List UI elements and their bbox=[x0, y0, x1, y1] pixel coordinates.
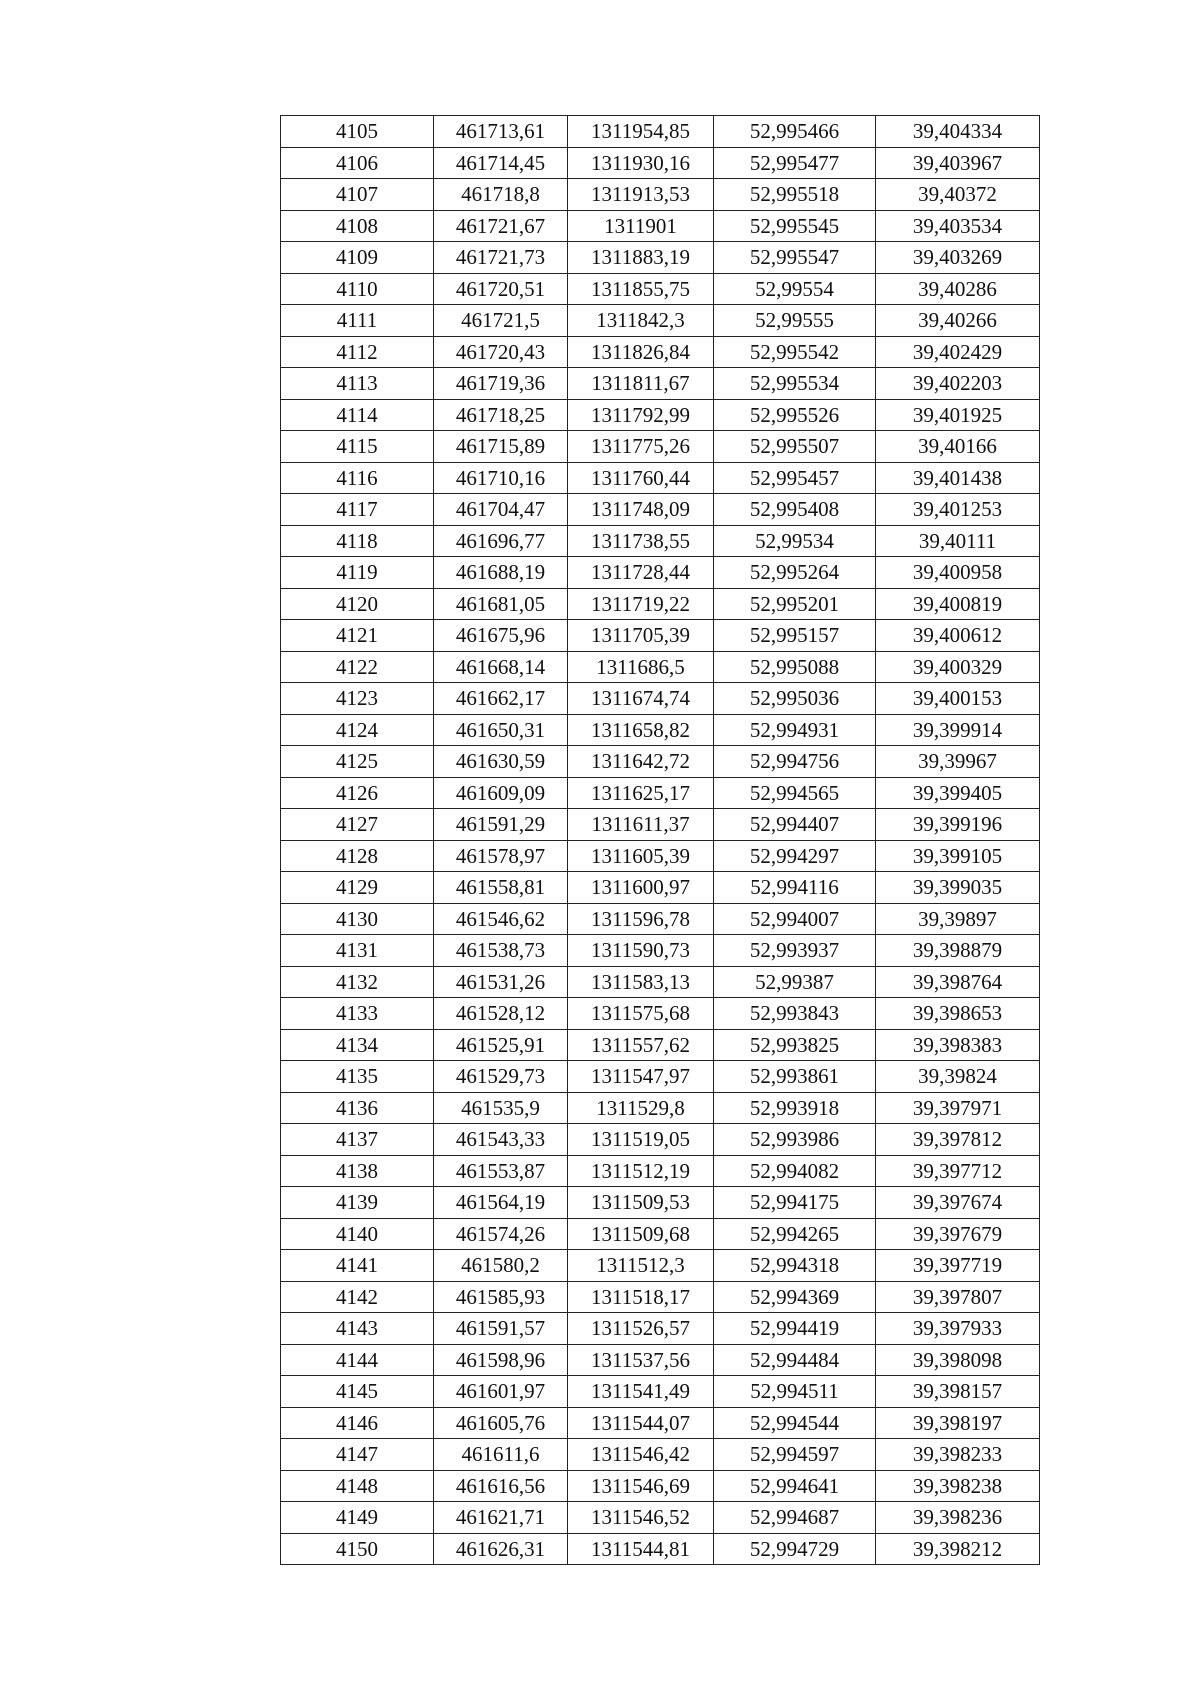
y-coordinate-cell: 1311855,75 bbox=[568, 273, 714, 305]
table-row bbox=[281, 431, 1040, 463]
x-coordinate-cell: 461720,51 bbox=[434, 273, 568, 305]
point-number-cell: 4119 bbox=[281, 557, 434, 589]
y-coordinate-cell: 1311775,26 bbox=[568, 431, 714, 463]
x-coordinate-cell: 461529,73 bbox=[434, 1061, 568, 1093]
x-coordinate-cell: 461564,19 bbox=[434, 1187, 568, 1219]
table-row bbox=[281, 273, 1040, 305]
longitude-cell: 39,401253 bbox=[876, 494, 1040, 526]
latitude-cell: 52,995545 bbox=[714, 210, 876, 242]
y-coordinate-cell: 1311760,44 bbox=[568, 462, 714, 494]
point-number-cell: 4131 bbox=[281, 935, 434, 967]
longitude-cell: 39,398653 bbox=[876, 998, 1040, 1030]
longitude-cell: 39,398764 bbox=[876, 966, 1040, 998]
latitude-cell: 52,994407 bbox=[714, 809, 876, 841]
table-row bbox=[281, 399, 1040, 431]
y-coordinate-cell: 1311541,49 bbox=[568, 1376, 714, 1408]
y-coordinate-cell: 1311625,17 bbox=[568, 777, 714, 809]
table-row bbox=[281, 1218, 1040, 1250]
y-coordinate-cell: 1311738,55 bbox=[568, 525, 714, 557]
table-row bbox=[281, 1470, 1040, 1502]
x-coordinate-cell: 461626,31 bbox=[434, 1533, 568, 1565]
longitude-cell: 39,40372 bbox=[876, 179, 1040, 211]
latitude-cell: 52,995036 bbox=[714, 683, 876, 715]
x-coordinate-cell: 461675,96 bbox=[434, 620, 568, 652]
point-number-cell: 4142 bbox=[281, 1281, 434, 1313]
point-number-cell: 4146 bbox=[281, 1407, 434, 1439]
point-number-cell: 4125 bbox=[281, 746, 434, 778]
longitude-cell: 39,39824 bbox=[876, 1061, 1040, 1093]
point-number-cell: 4130 bbox=[281, 903, 434, 935]
point-number-cell: 4126 bbox=[281, 777, 434, 809]
latitude-cell: 52,994565 bbox=[714, 777, 876, 809]
y-coordinate-cell: 1311883,19 bbox=[568, 242, 714, 274]
table-row bbox=[281, 1407, 1040, 1439]
x-coordinate-cell: 461546,62 bbox=[434, 903, 568, 935]
y-coordinate-cell: 1311575,68 bbox=[568, 998, 714, 1030]
table-row bbox=[281, 210, 1040, 242]
point-number-cell: 4113 bbox=[281, 368, 434, 400]
table-row bbox=[281, 1061, 1040, 1093]
longitude-cell: 39,397971 bbox=[876, 1092, 1040, 1124]
latitude-cell: 52,994318 bbox=[714, 1250, 876, 1282]
longitude-cell: 39,402429 bbox=[876, 336, 1040, 368]
point-number-cell: 4118 bbox=[281, 525, 434, 557]
y-coordinate-cell: 1311930,16 bbox=[568, 147, 714, 179]
table-row bbox=[281, 872, 1040, 904]
x-coordinate-cell: 461525,91 bbox=[434, 1029, 568, 1061]
longitude-cell: 39,403967 bbox=[876, 147, 1040, 179]
y-coordinate-cell: 1311611,37 bbox=[568, 809, 714, 841]
table-row bbox=[281, 1376, 1040, 1408]
x-coordinate-cell: 461721,73 bbox=[434, 242, 568, 274]
table-row bbox=[281, 998, 1040, 1030]
x-coordinate-cell: 461710,16 bbox=[434, 462, 568, 494]
y-coordinate-cell: 1311529,8 bbox=[568, 1092, 714, 1124]
longitude-cell: 39,399405 bbox=[876, 777, 1040, 809]
y-coordinate-cell: 1311596,78 bbox=[568, 903, 714, 935]
table-row bbox=[281, 1124, 1040, 1156]
table-row bbox=[281, 588, 1040, 620]
table-row bbox=[281, 1092, 1040, 1124]
y-coordinate-cell: 1311600,97 bbox=[568, 872, 714, 904]
x-coordinate-cell: 461713,61 bbox=[434, 116, 568, 148]
longitude-cell: 39,400329 bbox=[876, 651, 1040, 683]
x-coordinate-cell: 461650,31 bbox=[434, 714, 568, 746]
x-coordinate-cell: 461719,36 bbox=[434, 368, 568, 400]
point-number-cell: 4112 bbox=[281, 336, 434, 368]
longitude-cell: 39,399035 bbox=[876, 872, 1040, 904]
y-coordinate-cell: 1311519,05 bbox=[568, 1124, 714, 1156]
y-coordinate-cell: 1311686,5 bbox=[568, 651, 714, 683]
x-coordinate-cell: 461591,57 bbox=[434, 1313, 568, 1345]
x-coordinate-cell: 461574,26 bbox=[434, 1218, 568, 1250]
longitude-cell: 39,397812 bbox=[876, 1124, 1040, 1156]
x-coordinate-cell: 461578,97 bbox=[434, 840, 568, 872]
y-coordinate-cell: 1311547,97 bbox=[568, 1061, 714, 1093]
x-coordinate-cell: 461543,33 bbox=[434, 1124, 568, 1156]
latitude-cell: 52,99555 bbox=[714, 305, 876, 337]
longitude-cell: 39,40111 bbox=[876, 525, 1040, 557]
latitude-cell: 52,994756 bbox=[714, 746, 876, 778]
table-row bbox=[281, 462, 1040, 494]
latitude-cell: 52,993986 bbox=[714, 1124, 876, 1156]
x-coordinate-cell: 461718,8 bbox=[434, 179, 568, 211]
longitude-cell: 39,400819 bbox=[876, 588, 1040, 620]
latitude-cell: 52,99387 bbox=[714, 966, 876, 998]
latitude-cell: 52,994511 bbox=[714, 1376, 876, 1408]
x-coordinate-cell: 461721,5 bbox=[434, 305, 568, 337]
point-number-cell: 4111 bbox=[281, 305, 434, 337]
point-number-cell: 4115 bbox=[281, 431, 434, 463]
point-number-cell: 4141 bbox=[281, 1250, 434, 1282]
y-coordinate-cell: 1311842,3 bbox=[568, 305, 714, 337]
x-coordinate-cell: 461535,9 bbox=[434, 1092, 568, 1124]
x-coordinate-cell: 461721,67 bbox=[434, 210, 568, 242]
point-number-cell: 4129 bbox=[281, 872, 434, 904]
y-coordinate-cell: 1311605,39 bbox=[568, 840, 714, 872]
longitude-cell: 39,397674 bbox=[876, 1187, 1040, 1219]
latitude-cell: 52,994597 bbox=[714, 1439, 876, 1471]
longitude-cell: 39,40166 bbox=[876, 431, 1040, 463]
coordinates-table bbox=[280, 115, 1040, 1565]
latitude-cell: 52,995264 bbox=[714, 557, 876, 589]
y-coordinate-cell: 1311792,99 bbox=[568, 399, 714, 431]
y-coordinate-cell: 1311512,3 bbox=[568, 1250, 714, 1282]
table-row bbox=[281, 935, 1040, 967]
y-coordinate-cell: 1311583,13 bbox=[568, 966, 714, 998]
x-coordinate-cell: 461598,96 bbox=[434, 1344, 568, 1376]
table-row bbox=[281, 1250, 1040, 1282]
table-row bbox=[281, 1155, 1040, 1187]
latitude-cell: 52,99534 bbox=[714, 525, 876, 557]
latitude-cell: 52,995157 bbox=[714, 620, 876, 652]
table-row bbox=[281, 1029, 1040, 1061]
y-coordinate-cell: 1311674,74 bbox=[568, 683, 714, 715]
longitude-cell: 39,401438 bbox=[876, 462, 1040, 494]
point-number-cell: 4133 bbox=[281, 998, 434, 1030]
latitude-cell: 52,995547 bbox=[714, 242, 876, 274]
x-coordinate-cell: 461553,87 bbox=[434, 1155, 568, 1187]
point-number-cell: 4136 bbox=[281, 1092, 434, 1124]
latitude-cell: 52,995542 bbox=[714, 336, 876, 368]
point-number-cell: 4139 bbox=[281, 1187, 434, 1219]
longitude-cell: 39,400612 bbox=[876, 620, 1040, 652]
x-coordinate-cell: 461616,56 bbox=[434, 1470, 568, 1502]
y-coordinate-cell: 1311901 bbox=[568, 210, 714, 242]
y-coordinate-cell: 1311526,57 bbox=[568, 1313, 714, 1345]
table-row bbox=[281, 557, 1040, 589]
table-row bbox=[281, 1533, 1040, 1565]
x-coordinate-cell: 461718,25 bbox=[434, 399, 568, 431]
point-number-cell: 4128 bbox=[281, 840, 434, 872]
longitude-cell: 39,398238 bbox=[876, 1470, 1040, 1502]
point-number-cell: 4107 bbox=[281, 179, 434, 211]
y-coordinate-cell: 1311658,82 bbox=[568, 714, 714, 746]
table-row bbox=[281, 777, 1040, 809]
x-coordinate-cell: 461601,97 bbox=[434, 1376, 568, 1408]
point-number-cell: 4120 bbox=[281, 588, 434, 620]
y-coordinate-cell: 1311546,69 bbox=[568, 1470, 714, 1502]
table-row bbox=[281, 116, 1040, 148]
point-number-cell: 4147 bbox=[281, 1439, 434, 1471]
x-coordinate-cell: 461538,73 bbox=[434, 935, 568, 967]
latitude-cell: 52,994484 bbox=[714, 1344, 876, 1376]
y-coordinate-cell: 1311748,09 bbox=[568, 494, 714, 526]
longitude-cell: 39,398212 bbox=[876, 1533, 1040, 1565]
x-coordinate-cell: 461558,81 bbox=[434, 872, 568, 904]
latitude-cell: 52,993918 bbox=[714, 1092, 876, 1124]
x-coordinate-cell: 461611,6 bbox=[434, 1439, 568, 1471]
point-number-cell: 4148 bbox=[281, 1470, 434, 1502]
table-row bbox=[281, 368, 1040, 400]
x-coordinate-cell: 461720,43 bbox=[434, 336, 568, 368]
y-coordinate-cell: 1311512,19 bbox=[568, 1155, 714, 1187]
longitude-cell: 39,403269 bbox=[876, 242, 1040, 274]
longitude-cell: 39,398879 bbox=[876, 935, 1040, 967]
longitude-cell: 39,403534 bbox=[876, 210, 1040, 242]
latitude-cell: 52,995088 bbox=[714, 651, 876, 683]
x-coordinate-cell: 461681,05 bbox=[434, 588, 568, 620]
y-coordinate-cell: 1311546,52 bbox=[568, 1502, 714, 1534]
y-coordinate-cell: 1311557,62 bbox=[568, 1029, 714, 1061]
table-row bbox=[281, 305, 1040, 337]
longitude-cell: 39,40266 bbox=[876, 305, 1040, 337]
x-coordinate-cell: 461696,77 bbox=[434, 525, 568, 557]
point-number-cell: 4134 bbox=[281, 1029, 434, 1061]
y-coordinate-cell: 1311913,53 bbox=[568, 179, 714, 211]
table-row bbox=[281, 525, 1040, 557]
table-row bbox=[281, 336, 1040, 368]
table-row bbox=[281, 1187, 1040, 1219]
point-number-cell: 4110 bbox=[281, 273, 434, 305]
latitude-cell: 52,994265 bbox=[714, 1218, 876, 1250]
y-coordinate-cell: 1311546,42 bbox=[568, 1439, 714, 1471]
coordinates-table-body bbox=[281, 116, 1040, 1565]
table-row bbox=[281, 179, 1040, 211]
latitude-cell: 52,994687 bbox=[714, 1502, 876, 1534]
longitude-cell: 39,402203 bbox=[876, 368, 1040, 400]
point-number-cell: 4122 bbox=[281, 651, 434, 683]
point-number-cell: 4109 bbox=[281, 242, 434, 274]
x-coordinate-cell: 461714,45 bbox=[434, 147, 568, 179]
x-coordinate-cell: 461688,19 bbox=[434, 557, 568, 589]
latitude-cell: 52,995201 bbox=[714, 588, 876, 620]
point-number-cell: 4132 bbox=[281, 966, 434, 998]
point-number-cell: 4140 bbox=[281, 1218, 434, 1250]
x-coordinate-cell: 461668,14 bbox=[434, 651, 568, 683]
x-coordinate-cell: 461605,76 bbox=[434, 1407, 568, 1439]
latitude-cell: 52,993937 bbox=[714, 935, 876, 967]
table-row bbox=[281, 494, 1040, 526]
latitude-cell: 52,994007 bbox=[714, 903, 876, 935]
longitude-cell: 39,401925 bbox=[876, 399, 1040, 431]
point-number-cell: 4108 bbox=[281, 210, 434, 242]
y-coordinate-cell: 1311728,44 bbox=[568, 557, 714, 589]
longitude-cell: 39,398197 bbox=[876, 1407, 1040, 1439]
longitude-cell: 39,397679 bbox=[876, 1218, 1040, 1250]
point-number-cell: 4127 bbox=[281, 809, 434, 841]
y-coordinate-cell: 1311719,22 bbox=[568, 588, 714, 620]
latitude-cell: 52,995408 bbox=[714, 494, 876, 526]
point-number-cell: 4123 bbox=[281, 683, 434, 715]
table-row bbox=[281, 651, 1040, 683]
latitude-cell: 52,995457 bbox=[714, 462, 876, 494]
latitude-cell: 52,994082 bbox=[714, 1155, 876, 1187]
table-row bbox=[281, 903, 1040, 935]
latitude-cell: 52,995507 bbox=[714, 431, 876, 463]
latitude-cell: 52,994297 bbox=[714, 840, 876, 872]
x-coordinate-cell: 461585,93 bbox=[434, 1281, 568, 1313]
table-row bbox=[281, 746, 1040, 778]
y-coordinate-cell: 1311705,39 bbox=[568, 620, 714, 652]
table-row bbox=[281, 809, 1040, 841]
point-number-cell: 4114 bbox=[281, 399, 434, 431]
y-coordinate-cell: 1311509,68 bbox=[568, 1218, 714, 1250]
y-coordinate-cell: 1311518,17 bbox=[568, 1281, 714, 1313]
point-number-cell: 4105 bbox=[281, 116, 434, 148]
longitude-cell: 39,40286 bbox=[876, 273, 1040, 305]
latitude-cell: 52,994175 bbox=[714, 1187, 876, 1219]
longitude-cell: 39,398383 bbox=[876, 1029, 1040, 1061]
latitude-cell: 52,995534 bbox=[714, 368, 876, 400]
latitude-cell: 52,994641 bbox=[714, 1470, 876, 1502]
y-coordinate-cell: 1311544,81 bbox=[568, 1533, 714, 1565]
longitude-cell: 39,398233 bbox=[876, 1439, 1040, 1471]
longitude-cell: 39,397807 bbox=[876, 1281, 1040, 1313]
longitude-cell: 39,404334 bbox=[876, 116, 1040, 148]
x-coordinate-cell: 461609,09 bbox=[434, 777, 568, 809]
x-coordinate-cell: 461715,89 bbox=[434, 431, 568, 463]
table-row bbox=[281, 683, 1040, 715]
table-row bbox=[281, 714, 1040, 746]
longitude-cell: 39,398236 bbox=[876, 1502, 1040, 1534]
x-coordinate-cell: 461630,59 bbox=[434, 746, 568, 778]
latitude-cell: 52,993861 bbox=[714, 1061, 876, 1093]
latitude-cell: 52,993843 bbox=[714, 998, 876, 1030]
longitude-cell: 39,397712 bbox=[876, 1155, 1040, 1187]
table-row bbox=[281, 147, 1040, 179]
latitude-cell: 52,99554 bbox=[714, 273, 876, 305]
x-coordinate-cell: 461662,17 bbox=[434, 683, 568, 715]
x-coordinate-cell: 461531,26 bbox=[434, 966, 568, 998]
table-row bbox=[281, 1344, 1040, 1376]
longitude-cell: 39,397719 bbox=[876, 1250, 1040, 1282]
point-number-cell: 4116 bbox=[281, 462, 434, 494]
longitude-cell: 39,39897 bbox=[876, 903, 1040, 935]
longitude-cell: 39,397933 bbox=[876, 1313, 1040, 1345]
latitude-cell: 52,994369 bbox=[714, 1281, 876, 1313]
longitude-cell: 39,399196 bbox=[876, 809, 1040, 841]
longitude-cell: 39,400958 bbox=[876, 557, 1040, 589]
y-coordinate-cell: 1311537,56 bbox=[568, 1344, 714, 1376]
latitude-cell: 52,994931 bbox=[714, 714, 876, 746]
x-coordinate-cell: 461621,71 bbox=[434, 1502, 568, 1534]
x-coordinate-cell: 461704,47 bbox=[434, 494, 568, 526]
point-number-cell: 4143 bbox=[281, 1313, 434, 1345]
point-number-cell: 4117 bbox=[281, 494, 434, 526]
latitude-cell: 52,993825 bbox=[714, 1029, 876, 1061]
x-coordinate-cell: 461528,12 bbox=[434, 998, 568, 1030]
point-number-cell: 4106 bbox=[281, 147, 434, 179]
latitude-cell: 52,995477 bbox=[714, 147, 876, 179]
point-number-cell: 4149 bbox=[281, 1502, 434, 1534]
latitude-cell: 52,994729 bbox=[714, 1533, 876, 1565]
y-coordinate-cell: 1311826,84 bbox=[568, 336, 714, 368]
latitude-cell: 52,995518 bbox=[714, 179, 876, 211]
table-row bbox=[281, 1281, 1040, 1313]
longitude-cell: 39,398098 bbox=[876, 1344, 1040, 1376]
y-coordinate-cell: 1311590,73 bbox=[568, 935, 714, 967]
point-number-cell: 4124 bbox=[281, 714, 434, 746]
y-coordinate-cell: 1311954,85 bbox=[568, 116, 714, 148]
latitude-cell: 52,994419 bbox=[714, 1313, 876, 1345]
point-number-cell: 4144 bbox=[281, 1344, 434, 1376]
y-coordinate-cell: 1311811,67 bbox=[568, 368, 714, 400]
table-row bbox=[281, 1313, 1040, 1345]
longitude-cell: 39,400153 bbox=[876, 683, 1040, 715]
table-row bbox=[281, 966, 1040, 998]
point-number-cell: 4137 bbox=[281, 1124, 434, 1156]
x-coordinate-cell: 461580,2 bbox=[434, 1250, 568, 1282]
latitude-cell: 52,994544 bbox=[714, 1407, 876, 1439]
longitude-cell: 39,399105 bbox=[876, 840, 1040, 872]
point-number-cell: 4121 bbox=[281, 620, 434, 652]
table-row bbox=[281, 1439, 1040, 1471]
table-row bbox=[281, 620, 1040, 652]
table-row bbox=[281, 242, 1040, 274]
y-coordinate-cell: 1311509,53 bbox=[568, 1187, 714, 1219]
latitude-cell: 52,994116 bbox=[714, 872, 876, 904]
latitude-cell: 52,995466 bbox=[714, 116, 876, 148]
table-row bbox=[281, 840, 1040, 872]
point-number-cell: 4150 bbox=[281, 1533, 434, 1565]
table-row bbox=[281, 1502, 1040, 1534]
latitude-cell: 52,995526 bbox=[714, 399, 876, 431]
y-coordinate-cell: 1311544,07 bbox=[568, 1407, 714, 1439]
longitude-cell: 39,399914 bbox=[876, 714, 1040, 746]
point-number-cell: 4138 bbox=[281, 1155, 434, 1187]
longitude-cell: 39,39967 bbox=[876, 746, 1040, 778]
longitude-cell: 39,398157 bbox=[876, 1376, 1040, 1408]
point-number-cell: 4145 bbox=[281, 1376, 434, 1408]
point-number-cell: 4135 bbox=[281, 1061, 434, 1093]
y-coordinate-cell: 1311642,72 bbox=[568, 746, 714, 778]
x-coordinate-cell: 461591,29 bbox=[434, 809, 568, 841]
